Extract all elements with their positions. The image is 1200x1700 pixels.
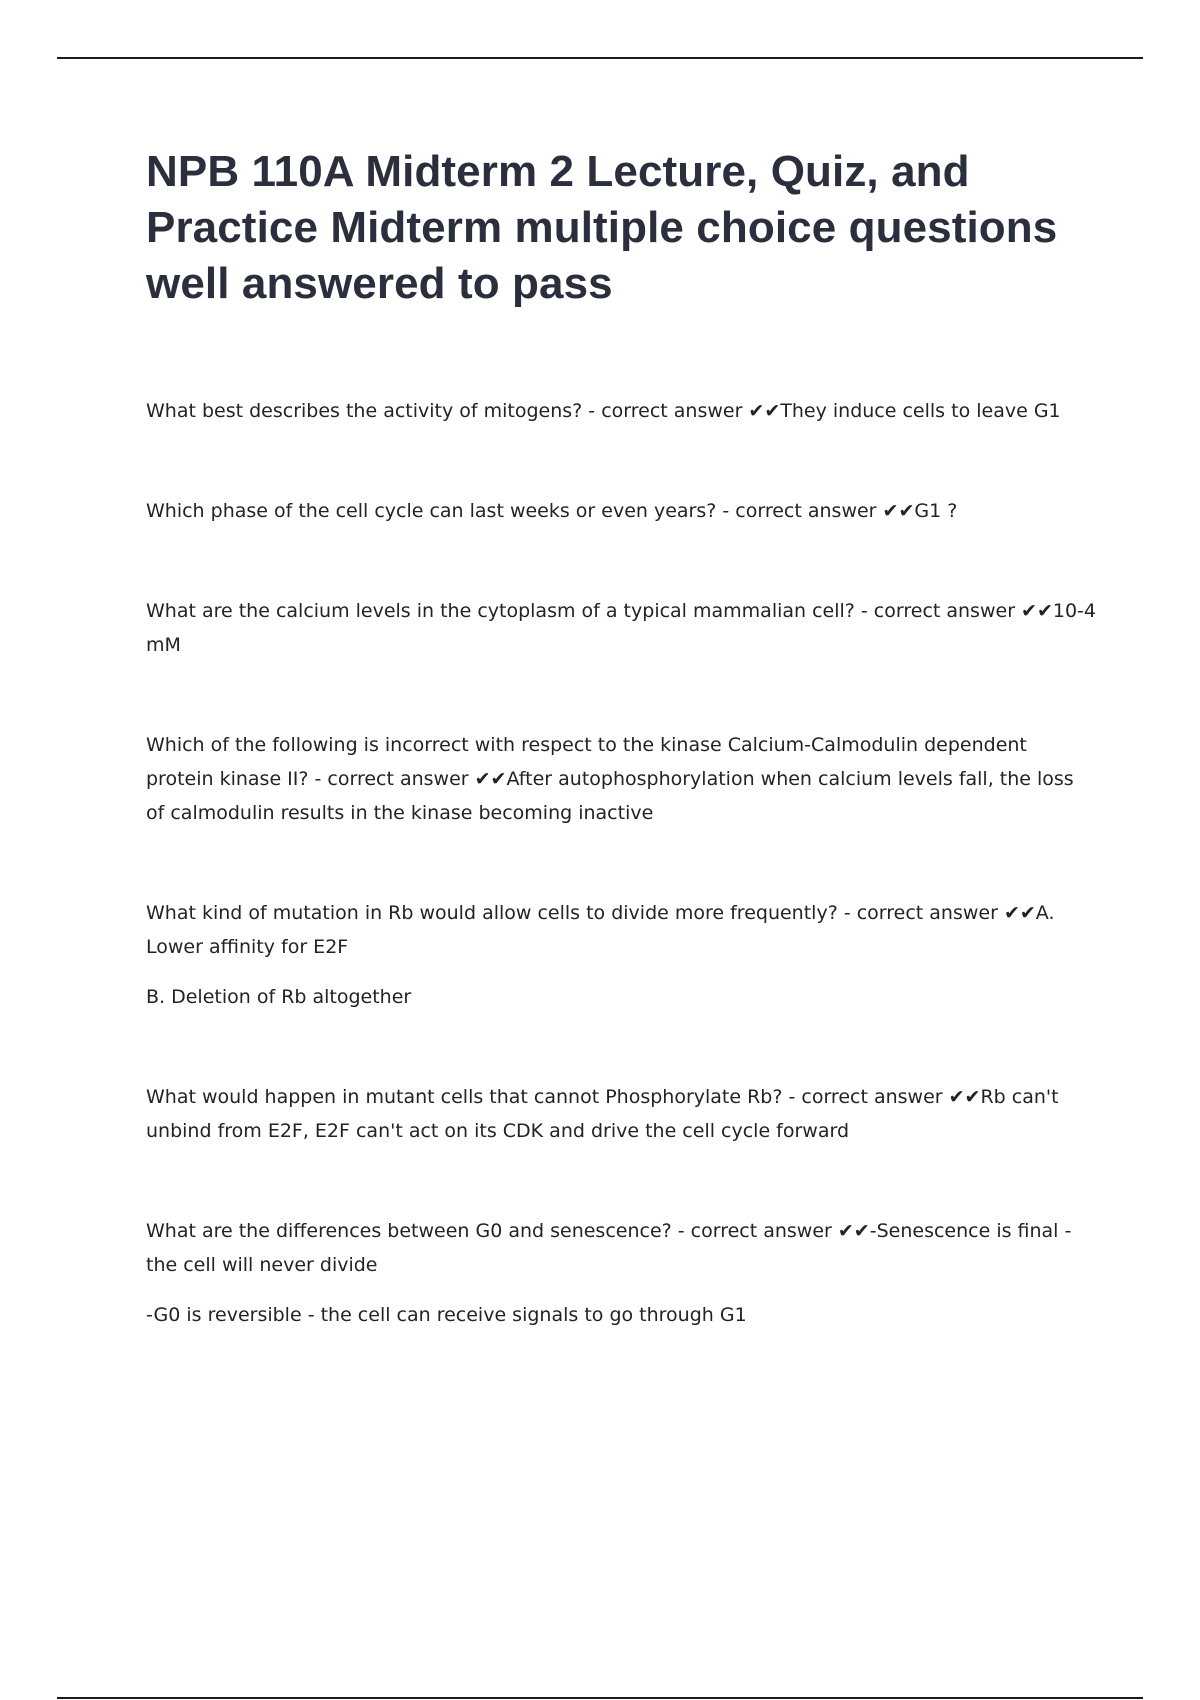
qa-text: Which of the following is incorrect with respect to the kinase Calcium-Calmodulin dependent protein kinase II? - correct answer ✔✔After autophosphorylation when calcium levels fall, the loss of calmodulin results in the kinase becoming inactive [146,734,1074,824]
document-title: NPB 110A Midterm 2 Lecture, Quiz, and Practice Midterm multiple choice questions well answered to pass [146,147,1058,308]
qa-text: What best describes the activity of mitogens? - correct answer ✔✔They induce cells to leave G1 [146,400,1061,422]
qa-text: Which phase of the cell cycle can last weeks or even years? - correct answer ✔✔G1 ? [146,500,958,522]
qa-text: What are the calcium levels in the cytoplasm of a typical mammalian cell? - correct answer ✔✔10-4 mM [146,600,1096,656]
qa-item-rb-phosphorylation [146,1080,1096,1148]
qa-text-continuation: -G0 is reversible - the cell can receive signals to go through G1 [146,1304,747,1326]
qa-item-calcium-levels [146,594,1096,662]
qa-text: What are the differences between G0 and senescence? - correct answer ✔✔-Senescence is final - the cell will never divide [146,1220,1072,1276]
document-body [146,144,1096,1398]
qa-text: What would happen in mutant cells that cannot Phosphorylate Rb? - correct answer ✔✔Rb can't unbind from E2F, E2F can't act on its CDK and drive the cell cycle forward [146,1086,1059,1142]
qa-item-cell-cycle-phase [146,494,1096,528]
qa-item-rb-mutation [146,896,1096,1014]
question-list [146,394,1096,1332]
qa-item-g0-senescence [146,1214,1096,1332]
qa-item-camkii [146,728,1096,830]
bottom-rule [57,1697,1143,1699]
qa-text-continuation: B. Deletion of Rb altogether [146,986,412,1008]
qa-text: What kind of mutation in Rb would allow cells to divide more frequently? - correct answer ✔✔A. Lower affinity for E2F [146,902,1055,958]
qa-item-mitogens [146,394,1096,428]
top-rule [57,57,1143,59]
